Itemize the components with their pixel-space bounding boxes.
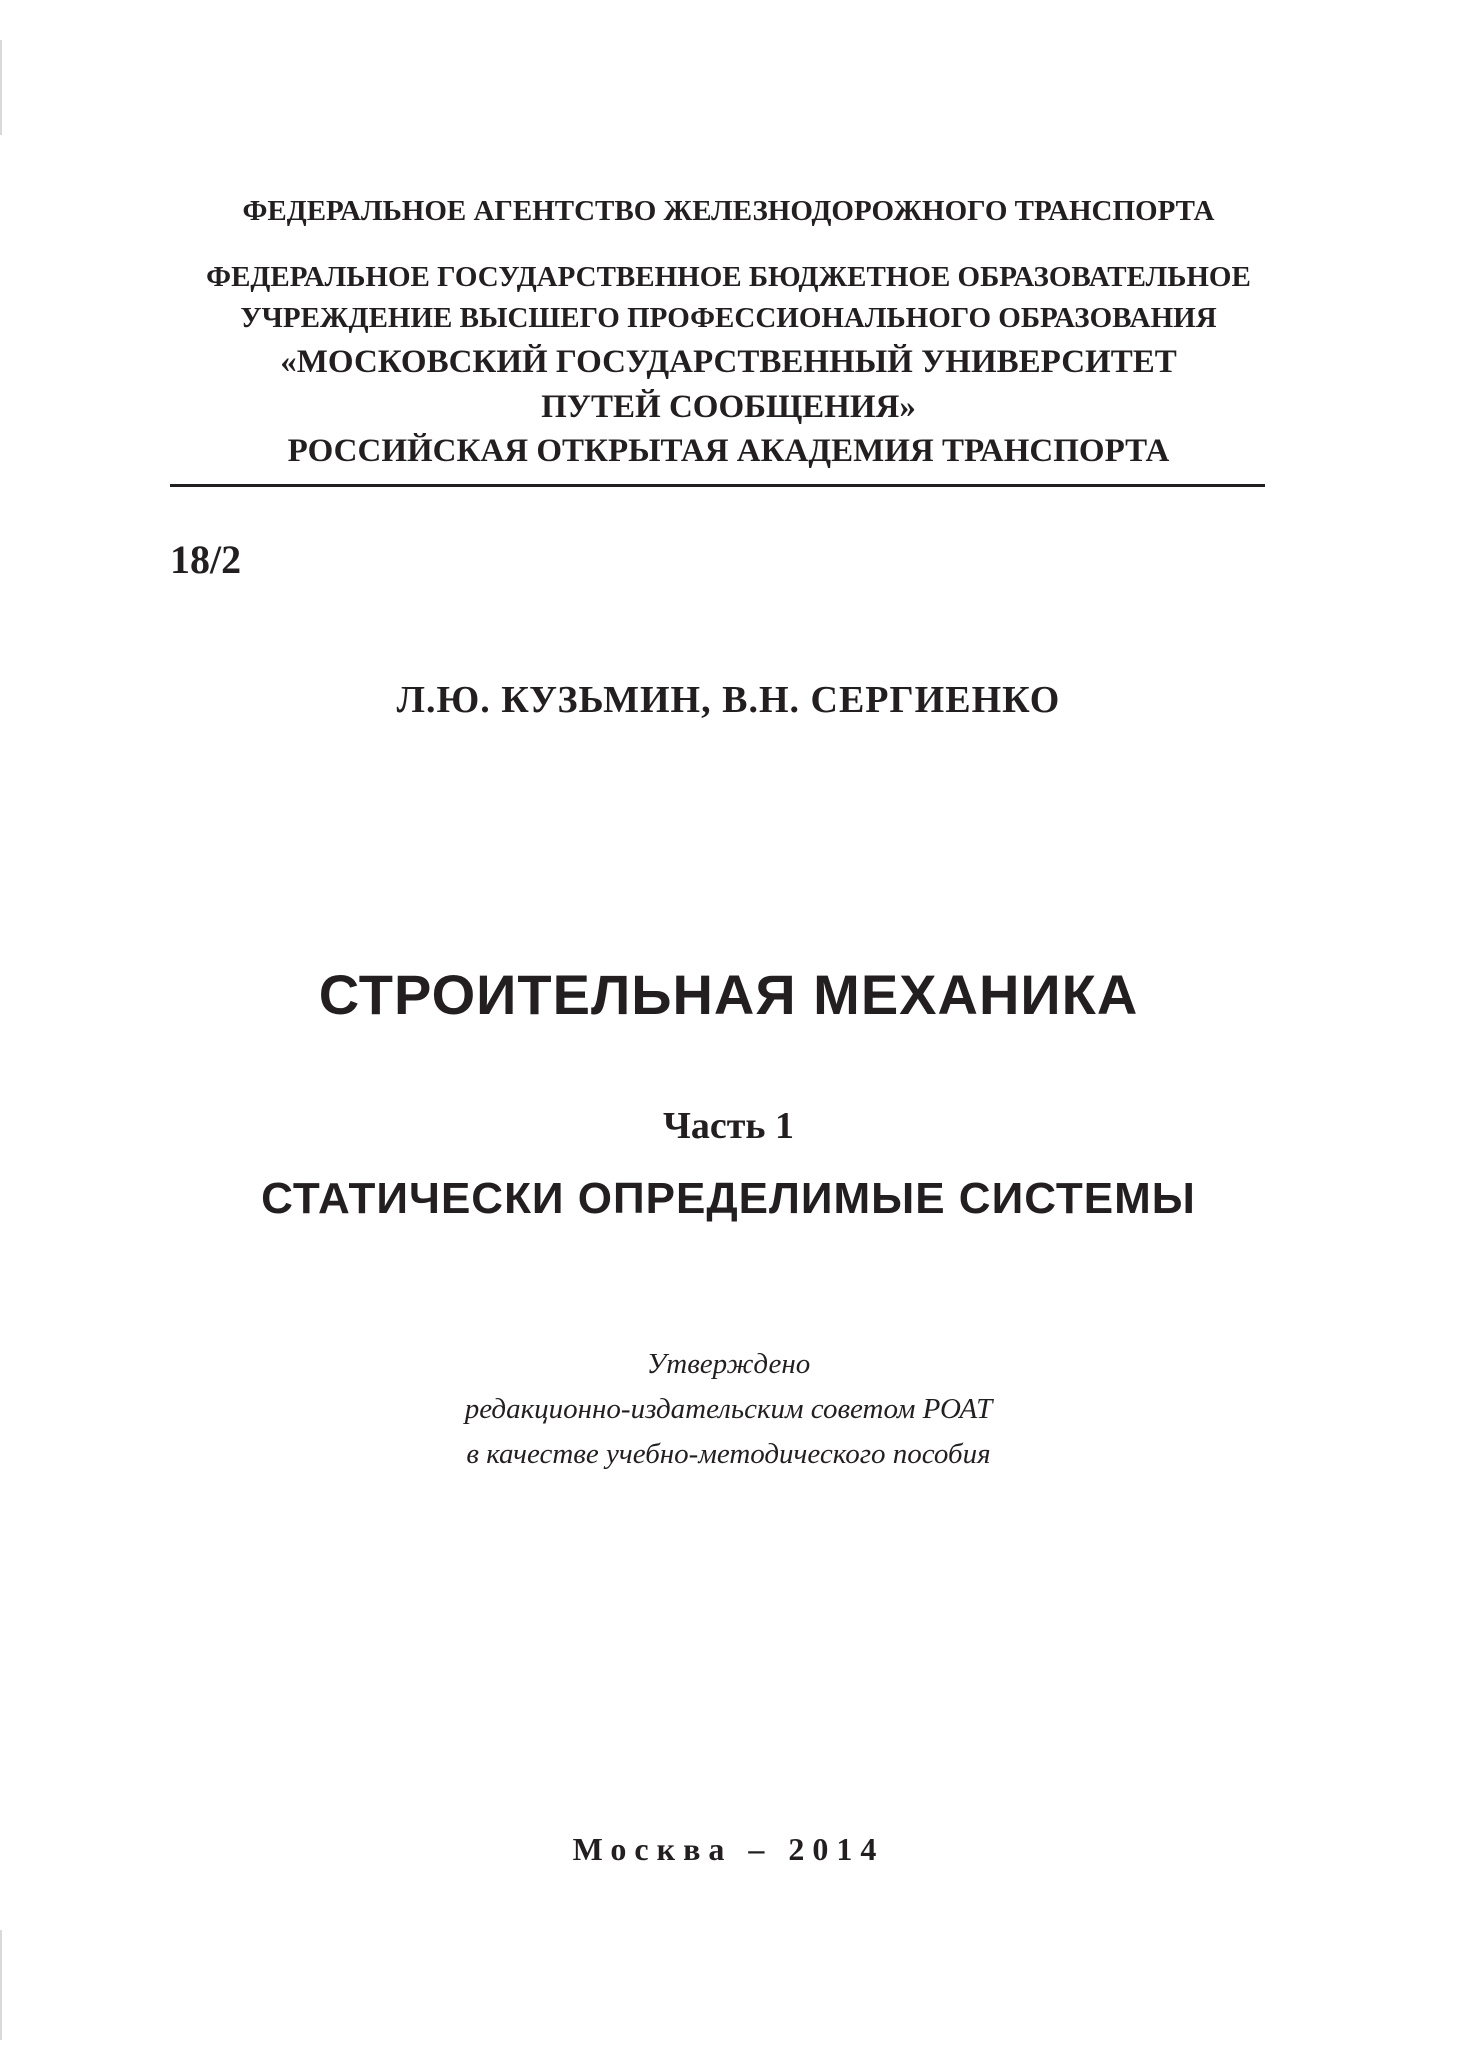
authors: Л.Ю. КУЗЬМИН, В.Н. СЕРГИЕНКО [396,679,1061,721]
institution-line-1: ФЕДЕРАЛЬНОЕ ГОСУДАРСТВЕННОЕ БЮДЖЕТНОЕ ОБРАЗОВАТЕЛЬНОЕ [206,261,1251,293]
university-line-1: «МОСКОВСКИЙ ГОСУДАРСТВЕННЫЙ УНИВЕРСИТЕТ [280,344,1177,380]
book-subtitle: СТАТИЧЕСКИ ОПРЕДЕЛИМЫЕ СИСТЕМЫ [261,1174,1196,1223]
university-line-2: ПУТЕЙ СООБЩЕНИЯ» [541,389,916,425]
approval-line-3: в качестве учебно-методического пособия [466,1438,991,1470]
header-divider [170,484,1265,487]
agency-name: ФЕДЕРАЛЬНОЕ АГЕНТСТВО ЖЕЛЕЗНОДОРОЖНОГО ТРАНСПОРТА [242,195,1215,227]
academy-name: РОССИЙСКАЯ ОТКРЫТАЯ АКАДЕМИЯ ТРАНСПОРТА [287,433,1170,469]
series-number: 18/2 [170,537,242,582]
approval-line-1: Утверждено [646,1348,811,1380]
institution-line-2: УЧРЕЖДЕНИЕ ВЫСШЕГО ПРОФЕССИОНАЛЬНОГО ОБРАЗОВАНИЯ [240,302,1217,334]
approval-line-2: редакционно-издательским советом РОАТ [464,1393,993,1425]
page-edge-mark-bottom [0,1930,2,2040]
book-title: СТРОИТЕЛЬНАЯ МЕХАНИКА [318,963,1139,1026]
part-label: Часть 1 [662,1105,794,1147]
imprint-place-year: Москва – 2014 [572,1831,885,1867]
page-edge-mark-top [0,40,2,135]
